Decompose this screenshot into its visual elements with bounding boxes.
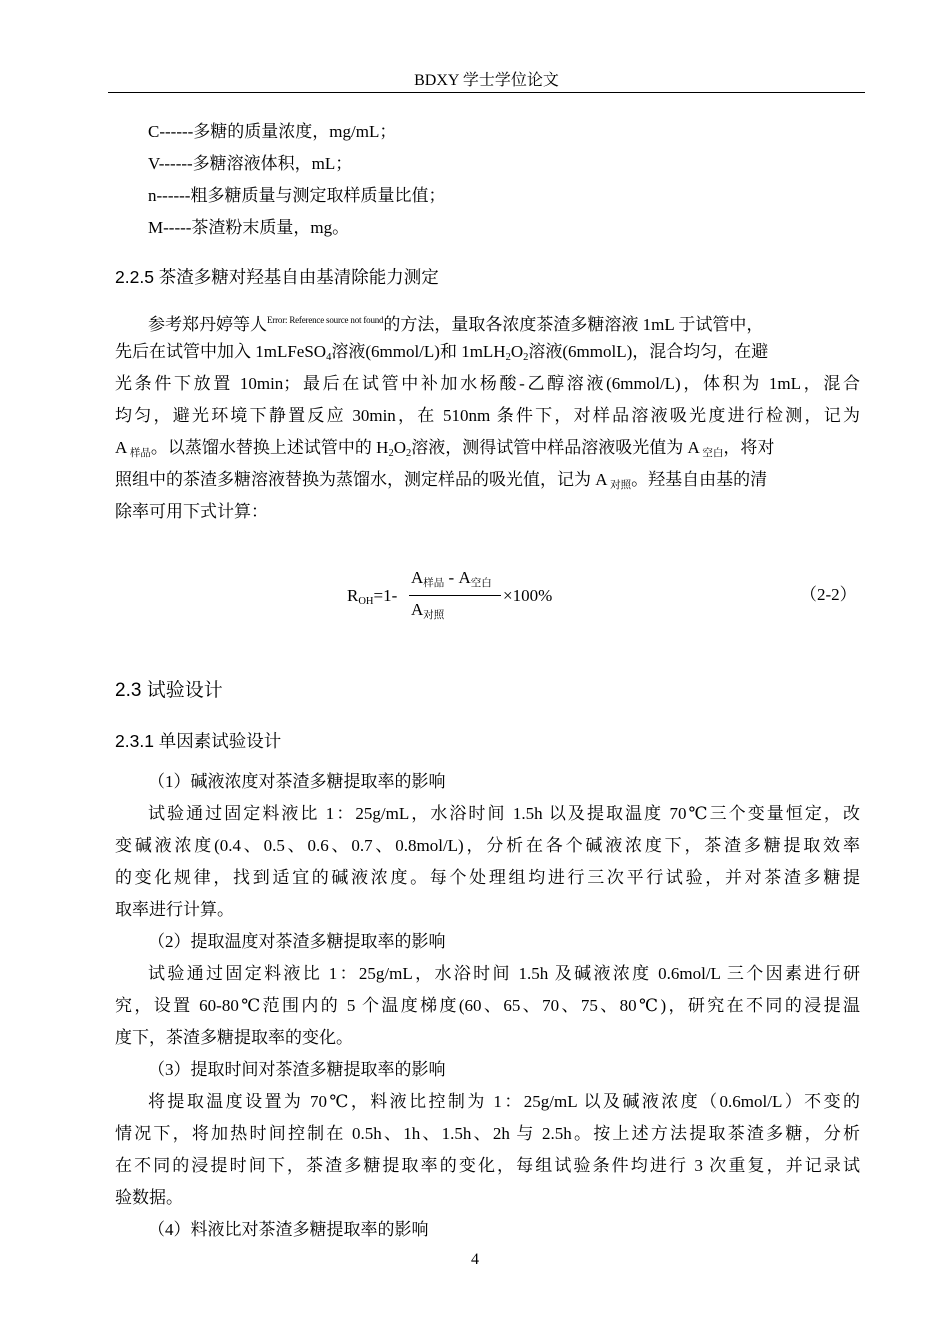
equation-lhs: $R_{OH}=1-$ (347, 586, 398, 607)
paragraph-line: 究，设置 60-80℃范围内的 5 个温度梯度(60、65、70、75、80℃)，研究在不同的浸提温 (115, 996, 860, 1015)
paragraph-line: 情况下，将加热时间控制在 0.5h、1h、1.5h、2h 与 2.5h。按上述方法提取茶渣多糖，分析 (115, 1124, 860, 1143)
definition-v: V------多糖溶液体积，mL； (148, 154, 353, 173)
item-title: （4）料液比对茶渣多糖提取率的影响 (148, 1220, 429, 1239)
definition-n: n------粗多糖质量与测定取样质量比值； (148, 186, 446, 205)
header-rule (108, 92, 865, 93)
text-run: 溶液(6mmol/L)和 1mLH (331, 342, 506, 361)
text-run: 。羟基自由基的清 (631, 470, 768, 489)
text-run: 。以蒸馏水替换上述试管中的 H (150, 438, 389, 457)
subscript: 空白 (699, 448, 724, 459)
subscript: 2 (405, 448, 412, 459)
paragraph-line: 度下，茶渣多糖提取率的变化。 (115, 1028, 353, 1047)
equation-number: （2-2） (800, 585, 857, 604)
paragraph-line: 将提取温度设置为 70℃，料液比控制为 1：25g/mL 以及碱液浓度（0.6mol/L）不变的 (148, 1092, 860, 1111)
item-title: （3）提取时间对茶渣多糖提取率的影响 (148, 1060, 446, 1079)
paragraph-line: 的变化规律，找到适宜的碱液浓度。每个处理组均进行三次平行试验，并对茶渣多糖提 (115, 868, 860, 887)
paragraph-line: 光条件下放置 10min；最后在试管中补加水杨酸-乙醇溶液(6mmol/L)，体积为 1mL，混合 (115, 374, 860, 393)
item-title: （1）碱液浓度对茶渣多糖提取率的影响 (148, 772, 446, 791)
equation-numerator: $A_{样品} - A_{空白}$ (411, 568, 492, 589)
page-number: 4 (471, 1251, 479, 1268)
paragraph-line: 取率进行计算。 (115, 900, 234, 919)
subscript: 2 (523, 352, 529, 363)
text-run: ，将对 (723, 438, 775, 457)
running-header: BDXY 学士学位论文 (414, 72, 559, 89)
paragraph-line: 试验通过固定料液比 1：25g/mL，水浴时间 1.5h 及碱液浓度 0.6mol/L 三个因素进行研 (148, 964, 860, 983)
text-run: 溶液，测得试管中样品溶液吸光值为 A (411, 438, 700, 457)
definition-m: M-----茶渣粉末质量，mg。 (148, 218, 350, 237)
subscript: 样品 (127, 448, 151, 459)
section-heading-2-3: 2.3 试验设计 (115, 680, 223, 701)
paragraph-line: 除率可用下式计算： (115, 502, 268, 521)
text-run: 溶液(6mmolL)，混合均匀，在避 (528, 342, 769, 361)
paragraph-line: 试验通过固定料液比 1：25g/mL，水浴时间 1.5h 以及提取温度 70℃三个变量恒定，改 (148, 804, 860, 823)
text-run: O (510, 342, 524, 361)
subscript: 4 (326, 352, 332, 363)
text-run: 参考郑丹婷等人 (148, 315, 267, 334)
section-heading-2-2-5: 2.2.5 茶渣多糖对羟基自由基清除能力测定 (115, 267, 439, 287)
paragraph-line: 均匀，避光环境下静置反应 30min，在 510nm 条件下，对样品溶液吸光度进行检测，记为 (115, 406, 860, 425)
paragraph-line: 验数据。 (115, 1188, 183, 1207)
equation-denominator: $A_{对照}$ (411, 600, 445, 621)
text-run: A (115, 438, 128, 457)
subscript: 对照 (607, 480, 632, 491)
equation-tail: ×100% (503, 586, 553, 605)
reference-error: Error: Reference source not found (267, 315, 384, 325)
subscript: 2 (388, 448, 394, 459)
subscript: 2 (505, 352, 511, 363)
text-run: 先后在试管中加入 1mLFeSO (115, 342, 327, 361)
definition-c: C------多糖的质量浓度，mg/mL； (148, 122, 397, 141)
section-heading-2-3-1: 2.3.1 单因素试验设计 (115, 731, 282, 751)
text-run: O (393, 438, 406, 457)
text-run: 的方法，量取各浓度茶渣多糖溶液 1mL 于试管中， (383, 315, 764, 334)
paragraph-line: 在不同的浸提时间下，茶渣多糖提取率的变化，每组试验条件均进行 3 次重复，并记录试 (115, 1156, 860, 1175)
equation-2-2 (345, 568, 575, 624)
text-run: 照组中的茶渣多糖溶液替换为蒸馏水，测定样品的吸光值，记为 A (115, 470, 608, 489)
item-title: （2）提取温度对茶渣多糖提取率的影响 (148, 932, 446, 951)
fraction-bar (409, 595, 501, 596)
paragraph-line: 变碱液浓度(0.4、0.5、0.6、0.7、0.8mol/L)，分析在各个碱液浓度下，茶渣多糖提取效率 (115, 836, 860, 855)
